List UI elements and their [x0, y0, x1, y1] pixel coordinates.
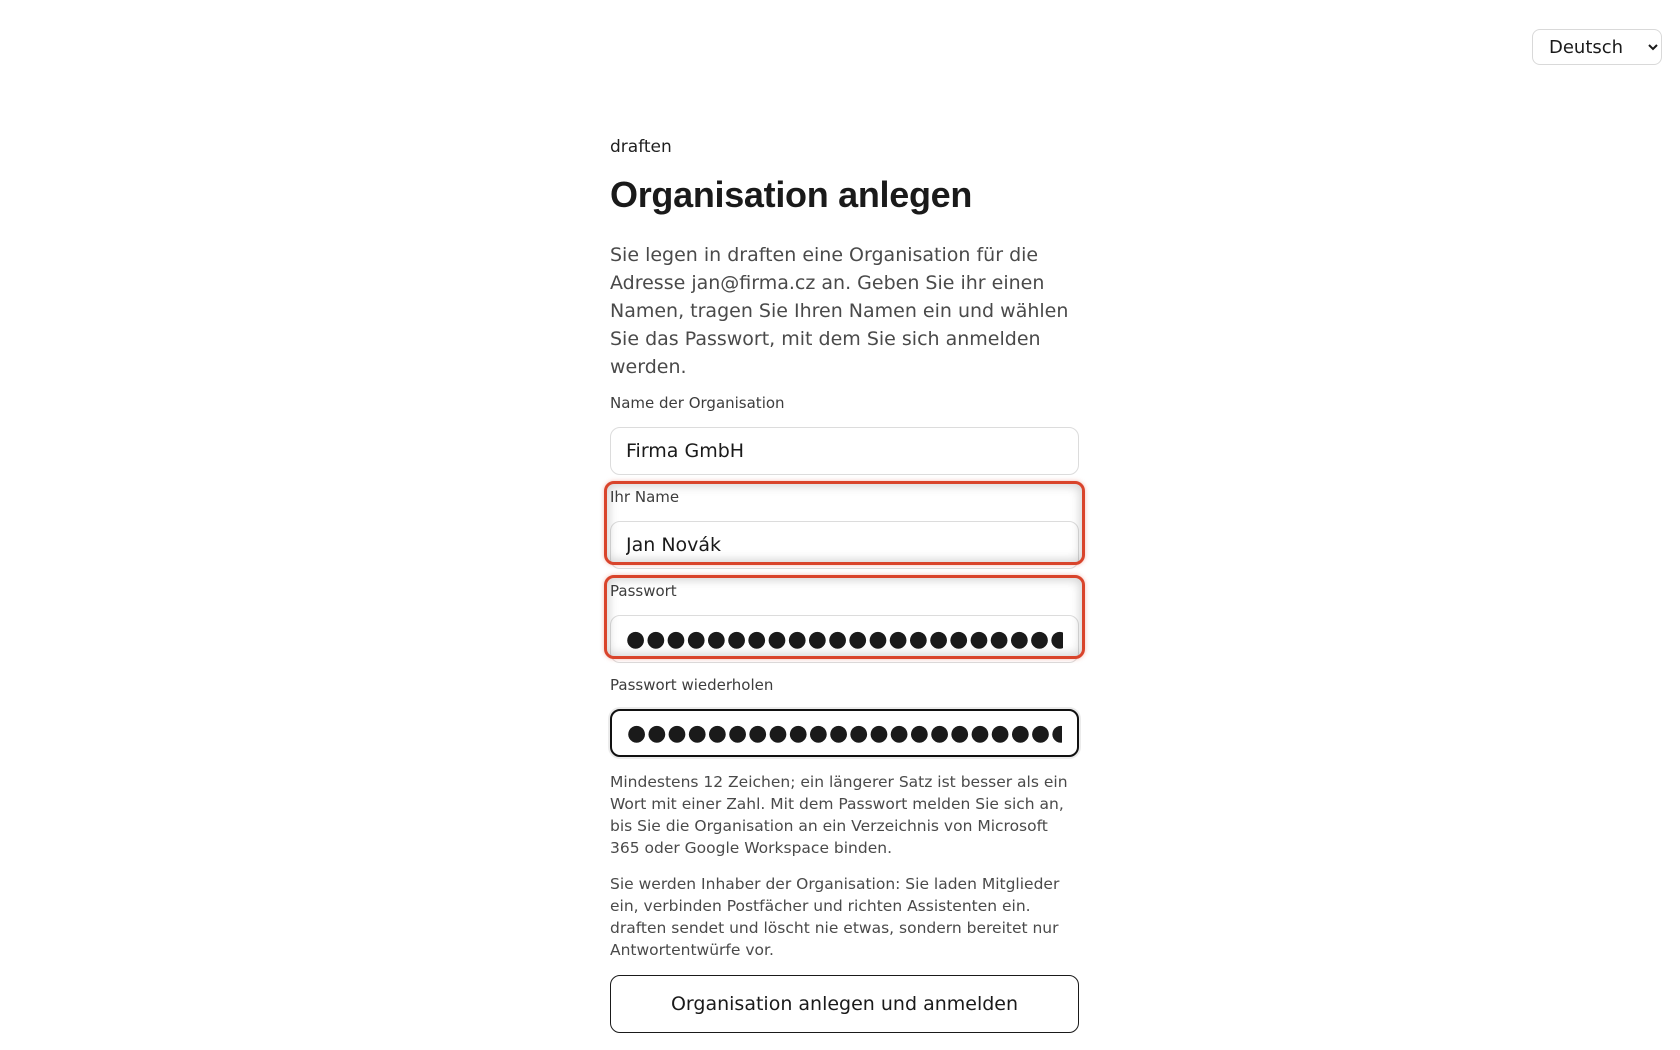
password-input[interactable] — [610, 615, 1079, 663]
your-name-input[interactable] — [610, 521, 1079, 569]
org-name-field — [610, 393, 1079, 475]
password-label: Passwort — [610, 582, 677, 600]
password-field — [610, 581, 1079, 663]
org-name-input[interactable] — [610, 427, 1079, 475]
intro-text: Sie legen in draften eine Organisation für die Adresse jan@firma.cz an. Geben Sie ihr einen Namen, tragen Sie Ihren Namen ein und wählen Sie das Passwort, mit dem Sie sich anmelden werden. — [610, 244, 1069, 378]
password-repeat-label: Passwort wiederholen — [610, 676, 774, 694]
owner-hint: Sie werden Inhaber der Organisation: Sie laden Mitglieder ein, verbinden Postfächer und richten Assistenten ein. draften sendet und löscht nie etwas, sondern bereitet nur Antwortentwürfe vor. — [610, 875, 1060, 959]
your-name-field — [610, 487, 1079, 569]
org-name-label: Name der Organisation — [610, 394, 785, 412]
language-select[interactable] — [1532, 29, 1662, 65]
brand-name: draften — [610, 137, 672, 157]
signup-form — [610, 134, 1079, 1033]
password-hint: Mindestens 12 Zeichen; ein längerer Satz ist besser als ein Wort mit einer Zahl. Mit dem Passwort melden Sie sich an, bis Sie die Organisation an ein Verzeichnis von Microsoft 365 oder Google Workspace binden. — [610, 773, 1068, 857]
page-title: Organisation anlegen — [610, 174, 973, 215]
password-repeat-input[interactable] — [610, 709, 1079, 757]
submit-button[interactable]: Organisation anlegen und anmelden — [610, 975, 1079, 1033]
password-repeat-field — [610, 675, 1079, 757]
your-name-label: Ihr Name — [610, 488, 680, 506]
